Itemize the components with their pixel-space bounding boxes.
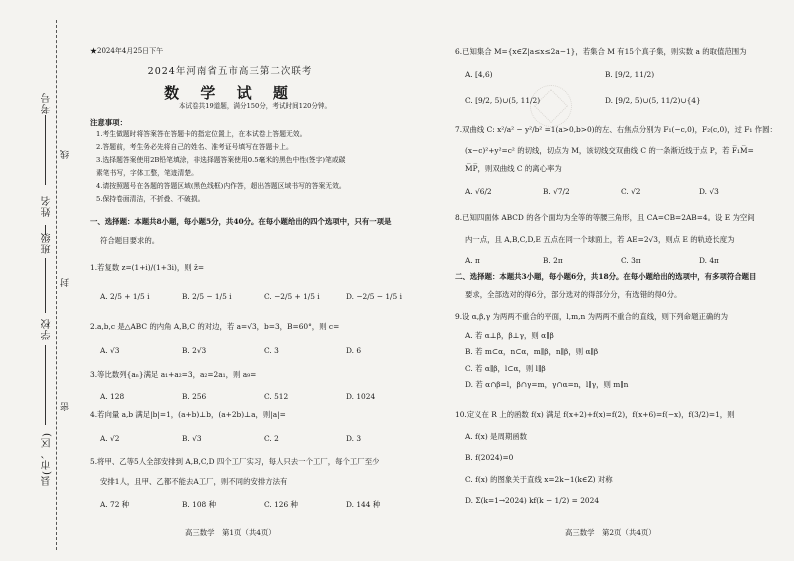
seal-line — [56, 20, 57, 550]
option-b: B. 2π — [543, 256, 563, 265]
question-7-cont: (x−c)²+y²=c² 的切线，切点为 M，该切线交双曲线 C 的一条渐近线于点 P，若 F̅₁M̅= — [465, 146, 754, 155]
question-4-options — [100, 434, 440, 443]
margin-label-class: 班级 — [42, 232, 53, 254]
option-a: A. √2 — [100, 434, 120, 443]
option-b: B. [9/2, 11/2) — [605, 70, 655, 79]
option-c: C. 2 — [264, 434, 279, 443]
option-d: D. Σ(k=1→2024) kf(k − 1/2) = 2024 — [465, 495, 600, 505]
question-4: 4.若向量 a,b 满足|b|=1，(a+b)⊥b，(a+2b)⊥a，则|a|= — [90, 410, 286, 419]
option-b: B. 若 m⊂α，n⊂α，m∥β，n∥β，则 α∥β — [465, 347, 599, 357]
question-10-options — [465, 432, 794, 512]
question-6: 6.已知集合 M={x∈Z|a≤x≤2a−1}，若集合 M 有15个真子集，则实数 a 的取值范围为 — [455, 47, 747, 56]
option-d: D. √3 — [699, 187, 719, 196]
question-6-options-row2 — [465, 96, 794, 105]
option-c: C. 126 种 — [264, 500, 298, 509]
cut-mark-line: 线 — [61, 150, 71, 159]
option-a: A. [4,6) — [465, 70, 493, 79]
option-a: A. 若 α⊥β，β⊥γ，则 α∥β — [465, 331, 554, 340]
section-2-heading: 二、选择题：本题共3小题，每小题6分，共18分。在每小题给出的选项中，有多项符合题目 — [455, 272, 757, 281]
question-5-cont: 安排1人，且甲、乙都不能去A工厂，则不同的安排方法有 — [100, 477, 288, 486]
option-c: C. f(x) 的图象关于直线 x=2k−1(k∈Z) 对称 — [465, 474, 613, 484]
option-a: A. π — [465, 256, 480, 265]
cut-mark-seal: 封 — [61, 278, 71, 287]
question-3-options — [100, 392, 440, 401]
question-5: 5.将甲、乙等5人全部安排到 A,B,C,D 四个工厂实习，每人只去一个工厂，每个工厂至少 — [90, 457, 380, 466]
margin-label-county: 县(市、区) — [42, 432, 53, 486]
option-a: A. 128 — [100, 392, 125, 401]
option-d: D. 144 种 — [346, 500, 381, 509]
watermark-seal — [530, 85, 572, 127]
notice-item: 3.选择题答案使用2B铅笔填涂，非选择题答案使用0.5毫米的黑色中性(签字)笔或碳 — [96, 156, 346, 164]
option-c: C. 512 — [264, 392, 289, 401]
notice-item: 2.答题前，考生务必先将自己的姓名、准考证号填写在答题卡上。 — [96, 143, 293, 151]
option-b: B. 108 种 — [182, 500, 216, 509]
option-a: A. 2/5 + 1/5 i — [100, 292, 150, 301]
option-d: D. 6 — [346, 346, 362, 355]
option-c: C. [9/2, 5)∪(5, 11/2) — [465, 96, 541, 105]
option-c: C. 3π — [621, 256, 641, 265]
notice-item: 素笔书写，字体工整，笔迹清楚。 — [96, 169, 198, 177]
option-d: D. −2/5 − 1/5 i — [346, 292, 402, 301]
cut-mark-secret: 密 — [61, 402, 71, 411]
section-1-heading: 一、选择题：本题共8小题，每小题5分，共40分。在每小题给出的四个选项中，只有一项是 — [90, 217, 392, 226]
notice-item: 4.请按照题号在各题的答题区域(黑色线框)内作答，超出答题区域书写的答案无效。 — [96, 182, 346, 190]
option-a: A. √6/2 — [465, 187, 492, 196]
exam-info: 本试卷共19道题，满分150分，考试时间120分钟。 — [178, 102, 332, 110]
question-3: 3.等比数列{aₙ}满足 a₁+a₂=3，a₂=2a₁，则 a₉= — [90, 370, 257, 379]
option-b: B. f(2024)=0 — [465, 453, 514, 463]
margin-label-exam-number: 考号 — [42, 92, 53, 114]
question-1-options — [100, 292, 440, 301]
question-8: 8.已知四面体 ABCD 的各个面均为全等的等腰三角形，且 CA=CB=2AB=4。设 E 为空间 — [455, 213, 755, 222]
option-d: D. [9/2, 5)∪(5, 11/2)∪{4} — [605, 96, 701, 105]
question-8-options — [465, 256, 794, 265]
question-5-options — [100, 500, 440, 509]
option-b: B. √7/2 — [543, 187, 570, 196]
page-footer: 高三数学 第1页（共4页） — [185, 528, 276, 537]
option-a: A. √3 — [100, 346, 120, 355]
margin-label-name: 姓名 — [42, 195, 53, 217]
question-9: 9.设 α,β,γ 为两两不重合的平面，l,m,n 为两两不重合的直线，则下列命题正确的为 — [455, 312, 729, 321]
section-1-heading-cont: 符合题目要求的。 — [100, 236, 160, 245]
section-2-heading-cont: 要求，全部选对的得6分，部分选对的得部分分，有选错的得0分。 — [465, 290, 682, 299]
binding-margin — [0, 0, 75, 561]
option-b: B. 256 — [182, 392, 207, 401]
subject-title: 数 学 试 题 — [164, 84, 296, 102]
question-9-options — [465, 331, 794, 396]
option-d: D. 4π — [699, 256, 719, 265]
option-b: B. 2√3 — [182, 346, 207, 355]
question-8-cont: 内一点，且 A,B,C,D,E 五点在同一个球面上，若 AE=2√3，则点 E 的轨迹长度为 — [465, 235, 735, 244]
question-1: 1.若复数 z=(1+i)/(1+3i)，则 z̄= — [90, 263, 205, 272]
question-7-cont2: M̅P̅，则双曲线 C 的离心率为 — [465, 164, 562, 173]
option-d: D. 若 α∩β=l，β∩γ=m，γ∩α=n，l∥γ，则 m∥n — [465, 379, 629, 389]
question-2-options — [100, 346, 440, 355]
page-footer: 高三数学 第2页（共4页） — [565, 528, 656, 537]
exam-date: ★2024年4月25日下午 — [90, 47, 164, 55]
exam-title: 2024年河南省五市高三第二次联考 — [147, 66, 313, 77]
notice-heading: 注意事项： — [90, 118, 127, 127]
option-c: C. 3 — [264, 346, 279, 355]
notice-item: 5.保持卷面清洁，不折叠、不破损。 — [96, 195, 205, 203]
option-b: B. √3 — [182, 434, 202, 443]
notice-item: 1.考生做题时将答案答在答题卡的指定位置上，在本试卷上答题无效。 — [96, 130, 307, 138]
option-a: A. 72 种 — [100, 500, 130, 509]
option-a: A. f(x) 是周期函数 — [465, 432, 528, 441]
option-c: C. 若 α∥β，l⊂α，则 l∥β — [465, 363, 546, 373]
option-d: D. 3 — [346, 434, 362, 443]
question-6-options-row1 — [465, 70, 794, 79]
margin-label-school: 学校 — [42, 318, 53, 340]
option-c: C. −2/5 + 1/5 i — [264, 292, 320, 301]
option-d: D. 1024 — [346, 392, 376, 401]
option-c: C. √2 — [621, 187, 641, 196]
question-2: 2.a,b,c 是△ABC 的内角 A,B,C 的对边，若 a=√3，b=3，B=60°，则 c= — [90, 322, 340, 331]
question-7: 7.双曲线 C: x²/a² − y²/b² =1(a>0,b>0)的左、右焦点分别为 F₁(−c,0)，F₂(c,0)，过 F₁ 作圆： — [455, 125, 777, 134]
question-7-options — [465, 187, 794, 196]
option-b: B. 2/5 − 1/5 i — [182, 292, 232, 301]
question-10: 10.定义在 R 上的函数 f(x) 满足 f(x+2)+f(x)=f(2)，f(x+6)=f(−x)，f(3/2)=1，则 — [455, 410, 735, 419]
